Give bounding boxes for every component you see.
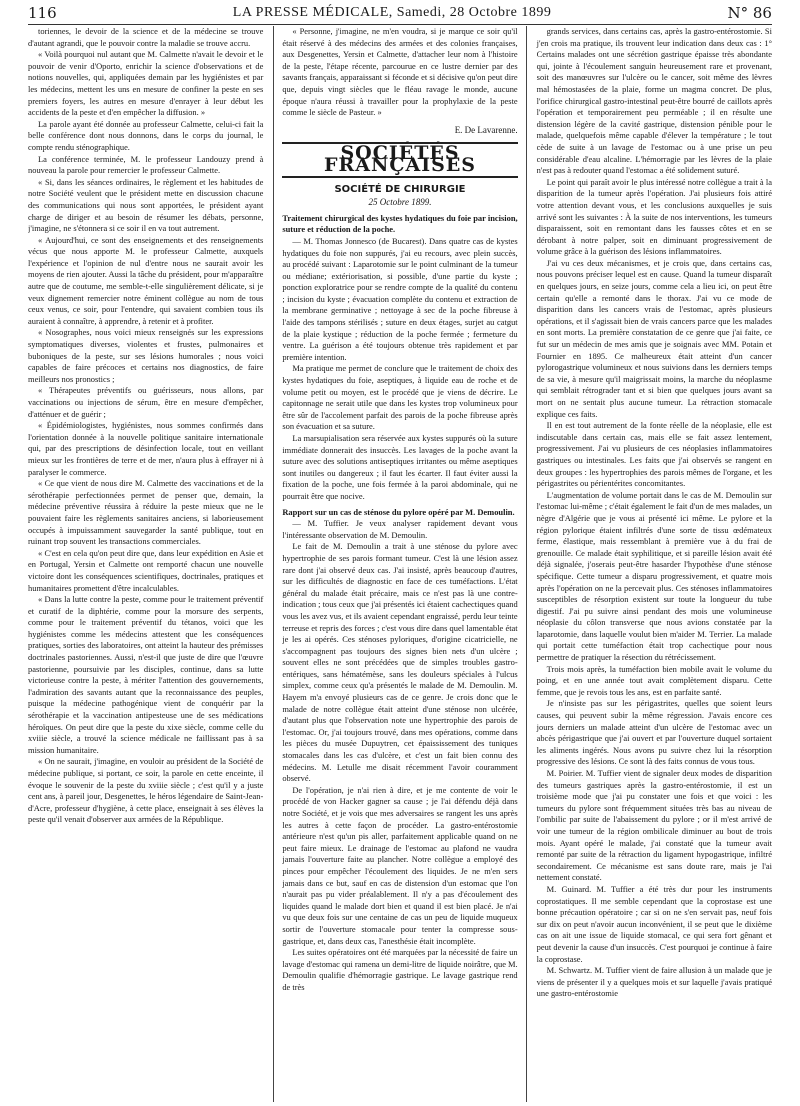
col3-paragraph: Le point qui paraît avoir le plus intéressé notre collègue a trait à la disparition de la tumeur après l'opération. J'ai plusieurs fois attiré votre attention devant vous, et les conclusions auxquelles je suis arrivé sont les suivantes : À la suite de nos interventions, les tumeurs disparaissent, soit en remontant dans les fausses côtes et en se dérobant à notre palper, soit en diminuant progressivement de volume grâce à la guérison des lésions inflammatoires. xyxy=(536,176,772,257)
article-paragraph: — M. Tuffier. Je veux analyser rapidement devant vous l'intéressante observation de M. Demoulin. xyxy=(282,518,518,540)
col3-paragraph: M. Schwartz. M. Tuffier vient de faire allusion à un malade que je viens de présenter il y a quelques mois et sur laquelle j'avais pratiqué une gastro-entérostomie xyxy=(536,965,772,999)
society-title: SOCIÉTÉ DE CHIRURGIE xyxy=(334,183,466,195)
journal-title: LA PRESSE MÉDICALE, Samedi, 28 Octobre 1899 xyxy=(232,5,552,20)
article-paragraph: La marsupialisation sera réservée aux kystes suppurés où la suture immédiate donnerait des insuccès. Les lavages de la poche avant la suture avec des solutions antiseptiques irritantes ou même aseptiques sont inutiles ou dangereux ; il faut les écarter. Il faut éviter aussi la fixation de la poche, une fois fermée à la paroi abdominale, qui ne pourrait être que nocive. xyxy=(282,433,518,501)
section-title: SOCIÉTÉS FRANÇAISES xyxy=(282,142,517,177)
col1-paragraph: « Voilà pourquoi nul autant que M. Calmette n'avait le devoir et le pouvoir de venir d'Oporto, enrichir la science d'observations et de notions nouvelles, qui, appliquées demain par les hygiénistes et par les médecins, mettent les uns en mesure de confiner la peste en ses premiers foyers, les autres en mesure d'enrayer à leur début les accidents de la peste et d'en empêcher la diffusion. » xyxy=(28,49,264,118)
col3-paragraph: Il en est tout autrement de la fonte réelle de la néoplasie, elle est indiscutable dans certain cas, mais elle se fait assez lentement, progressivement. J'ai vu plusieurs de ces néoplasies inflammatoires gastriques ou intestinales. Les faits que j'ai observés se rangent en deux groupes : les hypertrophies des parois mêmes de l'organe, et les périgastrites ou périentérites concomitantes. xyxy=(536,420,772,489)
article-paragraph: Ma pratique me permet de conclure que le traitement de choix des kystes hydatiques du foie, aseptiques, à liquide eau de roche et de volume petit ou moyen, est le procédé que je viens de décrire. Le capitonnage ne serait utile que dans les kystes trop volumineux pour être sûr de l'accolement parfait des parois de la poche fibreuse après son évacuation et sa suture. xyxy=(282,363,518,432)
column-3 xyxy=(533,26,772,1102)
col1-paragraph: « Si, dans les séances ordinaires, le règlement et les habitudes de notre Société veulent que le président mette en discussion chacune des communications qui nous sont apportées, le président ayant charge de diriger et au besoin de résumer les débats, personne, j'imagine, ne s'étonnera si ce soir il en va tout autrement. xyxy=(28,176,264,234)
article-paragraph: Les suites opératoires ont été marquées par la nécessité de faire un lavage d'estomac qui ramena un demi-litre de liquide noirâtre, que M. Demoulin qualifie d'hémorragie gastrique. Le lavage gastrique rend de très xyxy=(282,947,518,992)
author-signature: E. De Lavarenne. xyxy=(454,124,518,135)
col1-paragraph: « Nosographes, nous voici mieux renseignés sur les expressions symptomatiques diverses, violentes et frustes, pulmonaires et buboniques de la peste, sur ses lésions humorales ; nous voici capables de faire précoces et certains nos diagnostics, de faire meilleurs nos pronostics ; xyxy=(28,327,264,384)
col3-paragraph: Trois mois après, la tuméfaction bien mobile avait le volume du poing, et en une année tout avait complètement disparu. Cette femme, que je revois tous les ans, est en parfaite santé. xyxy=(536,663,772,697)
columns xyxy=(28,26,772,1102)
session-date: 25 Octobre 1899. xyxy=(368,197,432,208)
col2-intro-paragraph: « Personne, j'imagine, ne m'en voudra, si je marque ce soir qu'il était réservé à des médecins des armées et des colonies françaises, aux Desgenettes, Yersin et Calmette, d'attacher leur nom à l'histoire de la peste, l'étape récente, parcourue en ce lustre dernier par des savants français, apparaissant si féconde et si décisive qu'on peut dire que, depuis vingt siècles que le fléau ravage le monde, aucune époque n'aura réussi à travailler pour la prophylaxie de la peste comme le siècle de Pasteur. » xyxy=(282,26,518,118)
col3-paragraph: L'augmentation de volume portait dans le cas de M. Demoulin sur l'estomac lui-même ; c'était également le fait d'un de mes malades, un nègre d'Algérie que je vous ai présenté ici même. Le pylore et la région pylorique étaient infiltrés d'une sorte de tissu œdémateux ferme, élastique, mais ressemblant à première vue à du frai de grenouille. Ce malade était syphilitique, et si pareille lésion avait été déjà signalée, j'oserais peut-être hasarder l'hypothèse d'une sténose spécifique. Cette tumeur a disparu progressivement, et quatre mois après l'opération on ne la percevait plus. Ces sténoses inflammatoires susceptibles de résorption existent sur toute la longueur du tube digestif. J'ai pu suivre ainsi pendant des mois une volumineuse néoplasie du côlon transverse que nous avions constatée par la laparotomie, dans laquelle voulut bien m'aider M. Terrier. La malade qui portait cette tuméfaction était trop cachectique pour nous permettre de pratiquer la résection du rétrécissement. xyxy=(536,489,772,663)
col1-paragraph: « Thérapeutes préventifs ou guérisseurs, nous allons, par vaccinations ou injections de sérum, être en mesure d'empêcher, d'atténuer et de guérir ; xyxy=(28,385,264,419)
article-paragraph: De l'opération, je n'ai rien à dire, et je me contente de voir le procédé de von Hacker gagner sa cause ; je l'ai défendu déjà dans notre Société, et je vois que mes adversaires se rangent les uns après les autres à cette façon de procéder. La gastro-entérostomie antérieure n'est qu'un pis aller, parfaitement applicable quand on ne peut faire mieux. Le drainage de l'estomac au plafond ne vaudra jamais l'ouverture faite au plancher. Notre collègue a employé des pinces pour empêcher l'écoulement des liquides. Je ne m'en sers jamais dans ce but, sauf en cas de distension d'un estomac que l'on n'aurait pas pu vider préalablement. Il n'y a pas d'écoulement des liquides quand le malade dort bien et quand il est bien placé. Je n'ai vu que deux fois sur une centaine de cas un peu de liquide muqueux sortir de l'ouverture stomacale pour tenter la compresse sous-gastrique, et, dans deux cas, l'anesthésie était incomplète. xyxy=(282,784,518,946)
article-title: Traitement chirurgical des kystes hydatiques du foie par incision, suture et réduction de la poche. xyxy=(282,212,518,235)
col1-paragraph: « Ce que vient de nous dire M. Calmette des vaccinations et de la sérothérapie perfectionnées permet de penser que, demain, la médecine préventive réussira à réduire la peste mieux que ne le pouvaient faire les règlements sanitaires anciens, si laborieusement occupés à impuissamment sauvegarder la santé publique, tout en ruinant trop souvent les transactions commerciales. xyxy=(28,478,264,547)
col3-paragraph: M. Poirier. M. Tuffier vient de signaler deux modes de disparition des tumeurs gastriques après la gastro-entérostomie, il est un troisième mode que j'ai pu constater une fois et que voici : les tumeurs du pylore sont fréquemment situées très bas au niveau de l'ombilic par suite de l'abaissement du pylore ; or il m'est arrivé de voir une tumeur de la région ombilicale diminuer au bout de trois mois. Ayant opéré le malade, j'ai constaté que la tumeur avait remonté par suite de la rétraction du ligament hypogastrique, infiltré secondairement. Ce mécanisme est sans doute rare, mais je l'ai nettement constaté. xyxy=(536,768,772,883)
col3-paragraph: J'ai vu ces deux mécanismes, et je crois que, dans certains cas, nous pouvons préciser lequel est en cause. Quand la tumeur disparaît en quelques jours, en seize jours, comme cela a lieu ici, on peut être certain qu'elle a remonté dans le thorax. J'ai vu ce mode de disparition dans les cancers vrais de l'estomac, après plusieurs opérations, et il s'agissait bien de vrais cancers parce que les malades en sont morts. La première constatation de ce genre que j'ai faite, ce fut sur un médecin de mes amis que je soignais avec MM. Potain et Fournier en 1895. Ce malheureux était atteint d'un cancer pylorogastrique volumineux et nous suivions dans les derniers temps de sa vie, à mesure qu'il maigrissait moins, la marche du néoplasme qui semblait rétrograder tant et si bien que quelques jours avant sa mort on ne sentait plus aucune tumeur. La rétraction stomacale explique ces faits. xyxy=(536,257,772,419)
article-paragraph: — M. Thomas Jonnesco (de Bucarest). Dans quatre cas de kystes hydatiques du foie non suppurés, j'ai eu recours, avec plein succès, au procédé suivant : Laparotomie sur le point culminant de la tumeur ou médiane; extériorisation, si possible, d'une partie du kyste ; ponction exploratrice pour se rendre compte de la qualité du contenu ; incision du kyste ; évacuation complète du contenu et extraction de la membrane germinative ; nettoyage à sec de la poche fibreuse à l'aide des tampons stérilisés ; suture en deux étages, surjet au catgut de la plaie kystique ; réduction de la poche fermée ; fermeture du ventre. La guérison a été toujours obtenue très rapidement et par première intention. xyxy=(282,235,518,362)
col1-paragraph: La conférence terminée, M. le professeur Landouzy prend à nouveau la parole pour remercier le professeur Calmette. xyxy=(28,153,264,176)
col3-paragraph: M. Guinard. M. Tuffier a été très dur pour les instruments coprostatiques. Il me semble cependant que la coprostase est une bonne précaution opératoire ; car si on ne s'en servait pas, neuf fois sur dix on peut n'avoir aucun inconvénient, il se peut que le dixième cas on ait une issue de liquide stomacal, ce qui sera fort gênant et peut devenir la cause d'un insuccès. C'est pourquoi je continue à faire la coprostase. xyxy=(536,883,772,964)
col3-paragraph: Je n'insiste pas sur les périgastrites, quelles que soient leurs causes, qui peuvent subir la même régression. J'avais encore ces jours derniers un malade atteint d'un ulcère de l'estomac avec un abcès périgastrique que j'ai ouvert et par l'ouverture duquel sortaient les aliments ingérés. Nous avons pu suivre chez lui la résorption progressive des lésions. Ce sont là des faits connus de vous tous. xyxy=(536,698,772,767)
col1-paragraph: « Aujourd'hui, ce sont des enseignements et des renseignements vécus que nous apporte M. le professeur Calmette, auxquels l'expérience et l'opinion de nul d'entre nous ne saurait avoir les moyens de rien ajouter. Aussi la tâche du président, pour m'apparaître autre que de coutume, me semble-t-elle singulièrement délicate, si je veux dignement remercier notre éminent collègue au nom de tous ceux venus, ce soir, pour l'entendre, qui savaient combien tous ils auraient à connaître, à apprendre, à retenir et à profiter. xyxy=(28,234,264,326)
col1-paragraph: « Épidémiologistes, hygiénistes, nous sommes confirmés dans l'orientation donnée à la nouvelle politique sanitaire internationale qui, par des prescriptions de désinfection locale, tout en veillant mieux sur les frontières de terre et de mer, n'aura plus à effrayer ni à paralyser le commerce. xyxy=(28,420,264,477)
col1-paragraph: « Dans la lutte contre la peste, comme pour le traitement préventif et curatif de la diphtérie, comme pour la morsure des serpents, comme pour le traitement préventif du tétanos, voici que les hygiénistes comme les médecins attestent que les conséquences pratiques, sorties des laboratoires, ont atteint la hauteur des prémisses doctrinales pastoriennes. Aussi, n'est-il que juste de dire que l'œuvre pastorienne, poursuivie par les disciples, continue, dans sa lutte victorieuse contre la peste, à mériter l'attention des gouvernements, l'admiration des savants autant que la reconnaissance des peuples, puisque la médecine pathogénique vient de conquérir par la sérothérapie et la vaccination antipesteuse une de ses médications héroïques. On peut dire que la peste du xixe siècle, comme celle du xviiie siècle, a trouvé la science médicale ne faillissant pas à sa mission humanitaire. xyxy=(28,594,264,755)
page-number: 116 xyxy=(28,4,57,22)
article-paragraph: Le fait de M. Demoulin a trait à une sténose du pylore avec hypertrophie de ses parois formant tumeur. C'est là une lésion assez rare dont j'ai observé deux cas. J'ai insisté, après beaucoup d'autres, sur les difficultés de diagnostic en face de ces tuméfactions. L'état général du malade était précaire, mais ce n'est pas là une contre-indication ; tous ceux que j'ai présentés ici étaient cachectiques quand vous les avez vus, et ils avaient cependant engraissé, perdu leur teinte terreuse et repris des forces ; c'est vous dire dans quel lamentable état je les ai opérés. Ces sténoses pyloriques, d'origine cicatricielle, ne s'accompagnent pas toujours des signes bien nets d'un ulcère ; souvent elles ne sont précédées que de simples troubles gastro-entériques, sans hématémèse, sans les douleurs spéciales à l'ulcus simplex, comme ceux qu'a présentés le malade de M. Demoulin. M. Hayem m'a envoyé plusieurs cas de ce genre. Je crois donc que le malade de notre collègue était atteint d'une sténose non ulcérée, d'autant plus que l'observation note une hypertrophie des parois de l'estomac. Or, j'ai toujours trouvé, dans mes opérations, comme dans les pièces du musée Dupuytren, cet épaississement des tuniques stomacales dans les cas d'ulcère, et c'est un fait bien connu des médecins. M. Letulle me disait récemment l'avoir couramment observé. xyxy=(282,541,518,784)
page-header xyxy=(28,2,772,25)
column-2 xyxy=(273,26,526,1102)
article-title: Rapport sur un cas de sténose du pylore opéré par M. Demoulin. xyxy=(282,506,515,517)
column-1 xyxy=(28,26,267,1102)
col1-paragraph: toriennes, le devoir de la science et de la médecine se trouve d'autant agrandi, que le pouvoir contre la maladie se trouve accru. xyxy=(28,26,264,48)
col1-paragraph: « C'est en cela qu'on peut dire que, dans leur expédition en Asie et en Portugal, Yersin et Calmette ont remporté chacun une nouvelle victoire dont les conséquences scientifiques, doctrinales, pratiques et humanitaires promettent d'être incalculables. xyxy=(28,547,264,593)
col1-paragraph: La parole ayant été donnée au professeur Calmette, celui-ci fait la belle conférence dont nous donnons, dans le corps du journal, le compte rendu sténographique. xyxy=(28,118,264,152)
col3-paragraph: grands services, dans certains cas, après la gastro-entérostomie. Si j'en crois ma pratique, ils trouvent leur indication dans deux cas : 1° Certains malades ont une sécrétion gastrique épaisse très abondante qui, jointe à l'écoulement sanguin heureusement rare et provenant, soit des manœuvres sur l'ulcère ou le cancer, soit même des lèvres mal hémostasées de la plaie, forme un magma concret. De plus, l'orifice chirurgical gastro-intestinal peut-être bourré de caillots après l'opération et temporairement peu perméable ; il en résulte une distension légère de la cavité gastrique, distension pénible pour le malade, quelquefois même capable d'élever la température ; le tout cède de suite à un lavage de l'estomac ou à une prise un peu considérable d'eau alcaline. L'hémorragie par les lèvres de la plaie n'est pas à redouter quand l'estomac a été solidement suturé. xyxy=(536,26,772,176)
col1-paragraph: « On ne saurait, j'imagine, en vouloir au président de la Société de médecine publique, si portant, ce soir, la parole en cette enceinte, il évoque le souvenir de la peste du xviiie siècle ; c'est qu'il y a juste cent ans, à pareil jour, Desgenettes, le héros légendaire de Saint-Jean-d'Acre, professeur d'hygiène, à cette place, enseignait à ses élèves la peste qu'il venait d'observer aux armées de la République. xyxy=(28,756,264,825)
issue-number: N° 86 xyxy=(727,4,772,22)
